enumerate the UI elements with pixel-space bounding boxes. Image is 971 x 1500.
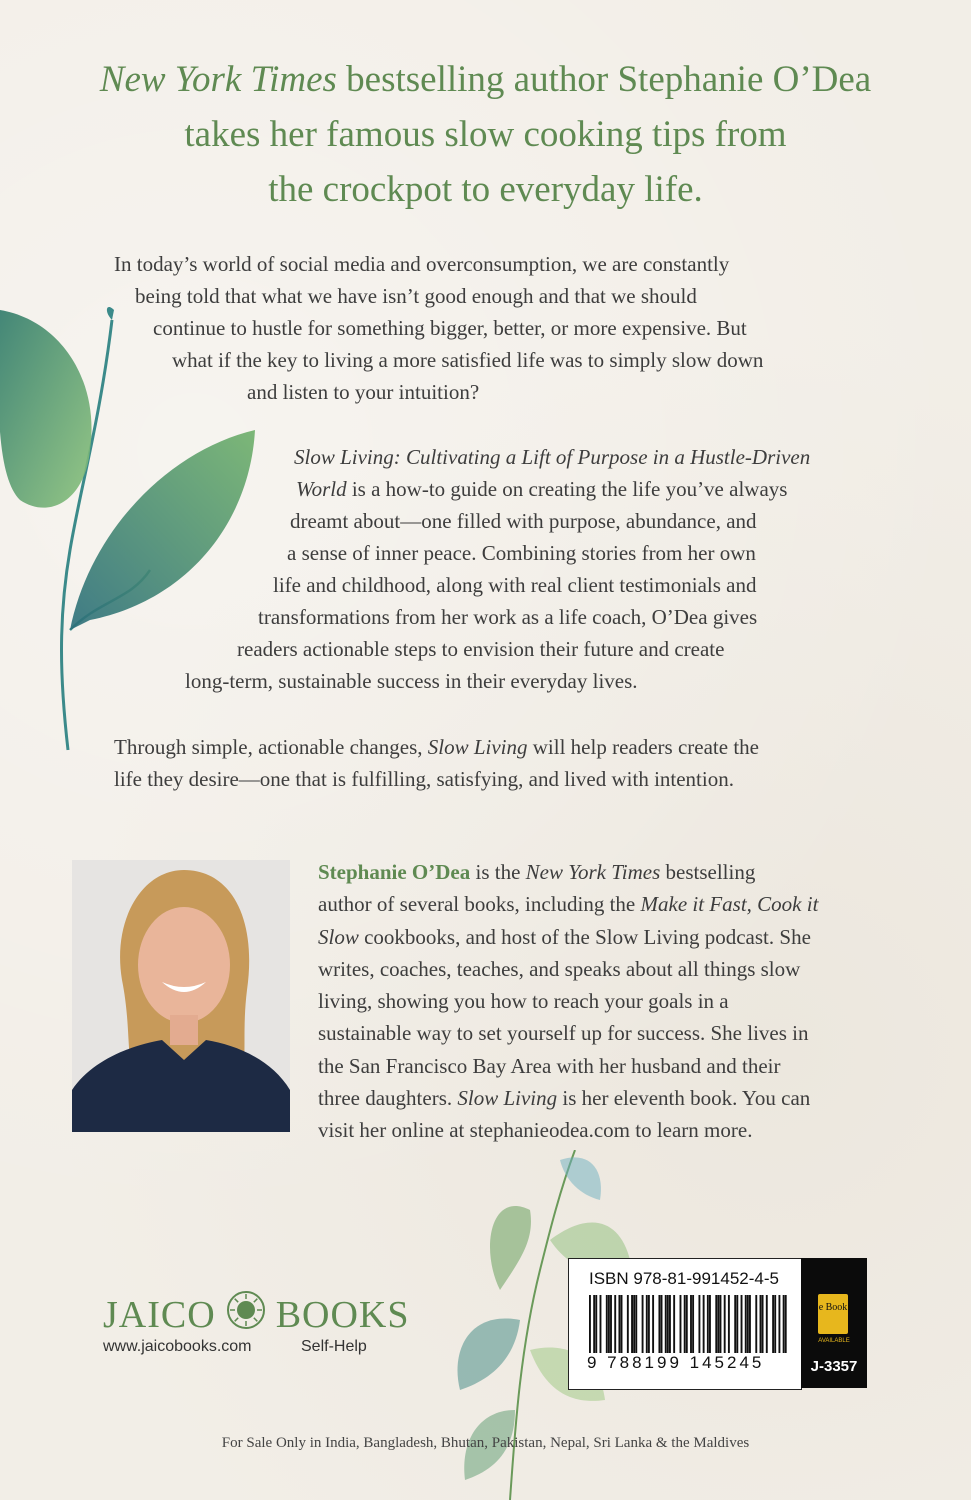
bio-text: is her eleventh book. You can: [557, 1086, 811, 1111]
intro-line: continue to hustle for something bigger, better, or more expensive. But: [153, 316, 747, 340]
bio-line: visit her online at stephanieodea.com to learn more.: [318, 1118, 753, 1143]
intro-line: and listen to your intuition?: [247, 380, 480, 404]
barcode-bar: [774, 1295, 776, 1353]
barcode-bar: [648, 1295, 650, 1353]
closing-paragraph: [114, 731, 759, 795]
barcode-bar: [627, 1295, 629, 1353]
barcode-bar: [772, 1295, 774, 1353]
ebook-label: e Book: [818, 1302, 848, 1313]
barcode-bar: [631, 1295, 633, 1353]
barcode-bar: [635, 1295, 637, 1353]
barcode-bar: [606, 1295, 608, 1353]
barcode-bar: [661, 1295, 663, 1353]
logo-word-left: JAICO: [103, 1294, 216, 1336]
barcode-bar: [762, 1295, 764, 1353]
author-photo: [72, 860, 290, 1132]
barcode-bar: [686, 1295, 688, 1353]
barcode-bar: [610, 1295, 612, 1353]
description-line: a sense of inner peace. Combining stories from her own: [287, 541, 756, 565]
isbn-label: ISBN 978-81-991452-4-5: [589, 1269, 779, 1288]
bio-text: cookbooks, and host of the Slow Living podcast. She: [358, 924, 811, 949]
barcode-bar: [600, 1295, 602, 1353]
barcode-bar: [692, 1295, 694, 1353]
publisher-website: www.jaicobooks.com: [103, 1338, 252, 1355]
sale-notice: For Sale Only in India, Bangladesh, Bhutan, Pakistan, Nepal, Sri Lanka & the Maldives: [221, 1435, 750, 1451]
closing-title: Slow Living: [427, 735, 528, 759]
description-line: life and childhood, along with real client testimonials and: [273, 573, 757, 597]
logo-word-right: BOOKS: [275, 1294, 410, 1336]
author-bio: [318, 856, 818, 1147]
barcode-bar: [728, 1295, 730, 1353]
barcode-bar: [658, 1295, 660, 1353]
barcode-bar: [665, 1295, 667, 1353]
barcode-bar: [724, 1295, 726, 1353]
barcode-bar: [755, 1295, 757, 1353]
barcode-bar: [642, 1295, 644, 1353]
bio-text: bestselling: [660, 860, 756, 884]
barcode-bar: [734, 1295, 736, 1353]
bio-text: three daughters.: [318, 1086, 458, 1111]
closing-text: will help readers create the: [527, 735, 759, 759]
closing-text: Through simple, actionable changes,: [114, 735, 428, 759]
barcode-bar: [680, 1295, 682, 1353]
barcode-bar: [614, 1295, 616, 1353]
barcode-bar: [684, 1295, 686, 1353]
book-title-end: World: [296, 477, 347, 501]
bio-text: author of several books, including the: [318, 892, 641, 917]
barcode-bar: [715, 1295, 717, 1353]
barcode-bar: [608, 1295, 610, 1353]
isbn-barcode: [568, 1258, 802, 1390]
barcode-bar: [766, 1295, 768, 1353]
description-line: dreamt about—one filled with purpose, abundance, and: [290, 509, 757, 533]
ebook-icon: [818, 1294, 848, 1334]
bio-line: living, showing you how to reach your goals in a: [318, 989, 729, 1014]
barcode-bar: [673, 1295, 675, 1353]
barcode-bar: [618, 1295, 620, 1353]
intro-line: being told that what we have isn’t good enough and that we should: [135, 284, 697, 308]
intro-paragraph: [0, 248, 971, 408]
ebook-available: AVAILABLE: [818, 1338, 850, 1344]
barcode-bar: [593, 1295, 595, 1353]
headline-italic: New York Times: [99, 59, 337, 100]
barcode-bar: [783, 1295, 785, 1353]
barcode-bar: [720, 1295, 722, 1353]
barcode-digits: 9 788199 145245: [587, 1353, 765, 1372]
description-paragraph: [0, 441, 971, 697]
barcode-bar: [633, 1295, 635, 1353]
genre-label: Self-Help: [301, 1338, 367, 1355]
bio-line: the San Francisco Bay Area with her husband and their: [318, 1053, 781, 1078]
barcode-bar: [736, 1295, 738, 1353]
product-code: J-3357: [810, 1358, 858, 1375]
barcode-bar: [747, 1295, 749, 1353]
headline-line1: bestselling author Stephanie O’Dea: [336, 59, 872, 100]
headline-line2: takes her famous slow cooking tips from: [184, 114, 787, 155]
closing-line2: life they desire—one that is fulfilling, satisfying, and lived with intention.: [114, 767, 734, 791]
ebook-badge: [801, 1258, 867, 1388]
bio-italic: New York Times: [525, 860, 661, 884]
author-name: Stephanie O’Dea: [318, 860, 471, 884]
barcode-bar: [589, 1295, 591, 1353]
book-title: Slow Living: Cultivating a Lift of Purpose in a Hustle-Driven: [294, 445, 811, 469]
publisher-logo: [103, 1290, 410, 1340]
barcode-bar: [595, 1295, 597, 1353]
barcode-bar: [667, 1295, 669, 1353]
bio-line: writes, coaches, teaches, and speaks about all things slow: [318, 956, 801, 981]
sun-icon: [226, 1290, 266, 1340]
bio-italic: Make it Fast, Cook it: [640, 892, 819, 917]
barcode-bar: [652, 1295, 654, 1353]
barcode-bar: [698, 1295, 700, 1353]
barcode-bar: [785, 1295, 787, 1353]
intro-line: what if the key to living a more satisfied life was to simply slow down: [172, 348, 764, 372]
bio-italic: Slow: [318, 924, 359, 949]
barcode-bar: [669, 1295, 671, 1353]
intro-line: In today’s world of social media and overconsumption, we are constantly: [114, 252, 730, 276]
barcode-bar: [646, 1295, 648, 1353]
barcode-bar: [709, 1295, 711, 1353]
headline-line3: the crockpot to everyday life.: [268, 169, 703, 210]
bio-italic: Slow Living: [457, 1086, 558, 1111]
description-line: is a how-to guide on creating the life you’ve always: [346, 477, 788, 501]
headline: [0, 52, 971, 217]
barcode-bar: [621, 1295, 623, 1353]
barcode-bar: [745, 1295, 747, 1353]
barcode-bar: [760, 1295, 762, 1353]
description-line: readers actionable steps to envision their future and create: [237, 637, 725, 661]
barcode-bar: [707, 1295, 709, 1353]
barcode-bar: [741, 1295, 743, 1353]
bio-text: is the: [470, 860, 526, 884]
barcode-bar: [778, 1295, 780, 1353]
barcode-bars: [589, 1295, 789, 1353]
barcode-bar: [690, 1295, 692, 1353]
description-line: transformations from her work as a life coach, O’Dea gives: [258, 605, 758, 629]
barcode-bar: [703, 1295, 705, 1353]
bio-line: sustainable way to set yourself up for success. She lives in: [318, 1021, 809, 1046]
barcode-bar: [717, 1295, 719, 1353]
description-line: long-term, sustainable success in their everyday lives.: [185, 669, 638, 693]
barcode-bar: [749, 1295, 751, 1353]
